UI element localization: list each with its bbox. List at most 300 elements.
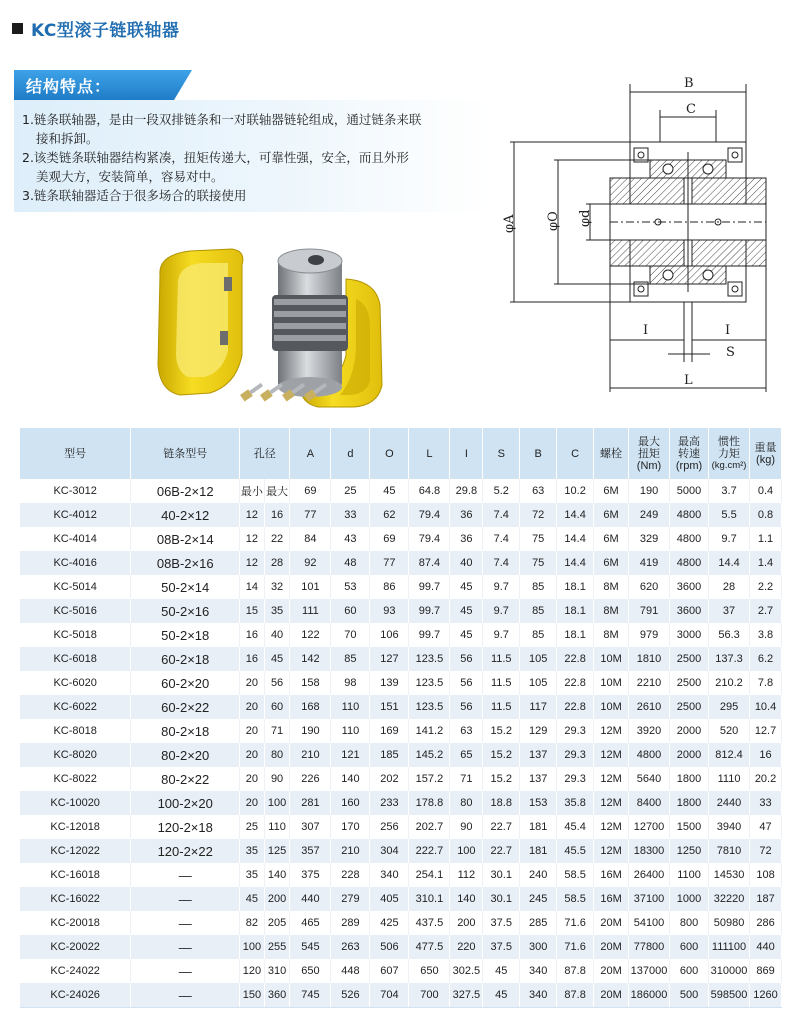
header-inertia-1: 惯性	[718, 435, 741, 448]
table-cell: 506	[370, 935, 409, 959]
table-cell: 310	[264, 959, 290, 983]
table-cell: 22.7	[483, 839, 520, 863]
table-cell: 2000	[670, 743, 709, 767]
table-cell: 45	[450, 575, 483, 599]
table-cell: 200	[450, 911, 483, 935]
header-speed-3: (rpm)	[675, 459, 703, 472]
table-cell: 79.4	[409, 503, 450, 527]
table-cell: 108	[750, 863, 782, 887]
table-cell: 228	[331, 863, 370, 887]
table-cell: 117	[520, 695, 557, 719]
table-cell: 29.3	[557, 743, 594, 767]
table-cell: 340	[520, 983, 557, 1008]
table-cell: 240	[520, 863, 557, 887]
table-cell: 100	[450, 839, 483, 863]
table-cell: 650	[409, 959, 450, 983]
header-L: L	[409, 428, 450, 479]
table-cell: 327.5	[450, 983, 483, 1008]
table-cell: 812.4	[709, 743, 750, 767]
table-cell: 650	[290, 959, 331, 983]
table-cell: 425	[370, 911, 409, 935]
header-speed	[670, 428, 709, 479]
table-cell: 122	[290, 623, 331, 647]
table-cell: 2500	[670, 647, 709, 671]
table-cell: 123.5	[409, 695, 450, 719]
table-cell: 16	[240, 647, 265, 671]
table-cell: 16M	[594, 863, 629, 887]
table-cell: 90	[450, 815, 483, 839]
table-cell: 16M	[594, 887, 629, 911]
table-cell: 121	[331, 743, 370, 767]
dim-label-L: L	[684, 373, 693, 388]
table-cell: 48	[331, 551, 370, 575]
table-cell: 300	[520, 935, 557, 959]
table-cell: 7.4	[483, 503, 520, 527]
table-cell: KC-4012	[20, 503, 131, 527]
table-cell: 8M	[594, 575, 629, 599]
dim-label-C: C	[686, 102, 696, 117]
table-cell: 85	[520, 623, 557, 647]
table-cell: 465	[290, 911, 331, 935]
table-cell: 607	[370, 959, 409, 983]
table-cell: 80	[264, 743, 290, 767]
table-cell: 600	[670, 935, 709, 959]
table-cell: 06B-2×12	[131, 479, 240, 503]
table-cell: 307	[290, 815, 331, 839]
table-cell: 2440	[709, 791, 750, 815]
table-cell: 2.7	[750, 599, 782, 623]
table-cell: 9.7	[483, 575, 520, 599]
table-cell: 37100	[628, 887, 669, 911]
table-cell: 800	[670, 911, 709, 935]
table-cell: 1000	[670, 887, 709, 911]
table-cell: 45	[483, 959, 520, 983]
page-title-row	[12, 16, 179, 40]
table-cell: 419	[628, 551, 669, 575]
header-weight	[750, 428, 782, 479]
table-cell: 178.8	[409, 791, 450, 815]
table-cell: 120	[240, 959, 265, 983]
table-cell: 11.5	[483, 671, 520, 695]
table-cell: 36	[450, 503, 483, 527]
table-cell: 181	[520, 839, 557, 863]
table-cell: 77	[370, 551, 409, 575]
table-cell: 1500	[670, 815, 709, 839]
table-cell: 70	[331, 623, 370, 647]
table-cell: 745	[290, 983, 331, 1008]
table-cell: 127	[370, 647, 409, 671]
table-cell: 1.1	[750, 527, 782, 551]
table-cell: 5.5	[709, 503, 750, 527]
table-row	[20, 791, 782, 815]
table-cell: 28	[264, 551, 290, 575]
table-cell: 12M	[594, 743, 629, 767]
table-cell: 12M	[594, 815, 629, 839]
table-row	[20, 983, 782, 1008]
table-cell: 18.1	[557, 575, 594, 599]
table-cell: 10M	[594, 671, 629, 695]
table-cell: 82	[240, 911, 265, 935]
table-cell: 210	[331, 839, 370, 863]
table-cell: 222.7	[409, 839, 450, 863]
table-cell: 86	[370, 575, 409, 599]
table-cell: 5.2	[483, 479, 520, 503]
table-cell: 4800	[670, 551, 709, 575]
table-cell: 6M	[594, 527, 629, 551]
table-cell: —	[131, 887, 240, 911]
table-cell: 110	[264, 815, 290, 839]
table-cell: 20	[240, 791, 265, 815]
table-cell: 245	[520, 887, 557, 911]
table-cell: 2.2	[750, 575, 782, 599]
header-d: d	[331, 428, 370, 479]
table-cell: 60	[331, 599, 370, 623]
table-cell: 168	[290, 695, 331, 719]
table-cell: 1.4	[750, 551, 782, 575]
table-cell: 186000	[628, 983, 669, 1008]
table-cell: 3600	[670, 599, 709, 623]
table-cell: 56.3	[709, 623, 750, 647]
table-cell: 105	[520, 671, 557, 695]
table-cell: 16	[750, 743, 782, 767]
table-cell: 56	[450, 695, 483, 719]
table-cell: 85	[331, 647, 370, 671]
table-row	[20, 503, 782, 527]
header-bore: 孔径	[240, 428, 290, 479]
dim-label-phiA: φA	[502, 214, 517, 233]
table-cell: 5000	[670, 479, 709, 503]
table-row	[20, 599, 782, 623]
table-cell: 979	[628, 623, 669, 647]
table-cell: 10M	[594, 647, 629, 671]
table-cell: 123.5	[409, 671, 450, 695]
dim-label-phiO: φO	[546, 211, 561, 231]
table-cell: 15.2	[483, 743, 520, 767]
table-cell: 60	[264, 695, 290, 719]
table-cell: 20	[240, 719, 265, 743]
table-row	[20, 911, 782, 935]
table-cell: KC-16022	[20, 887, 131, 911]
table-cell: 437.5	[409, 911, 450, 935]
header-inertia-2: 力矩	[718, 447, 741, 460]
table-cell: 12	[240, 551, 265, 575]
table-cell: 35	[240, 839, 265, 863]
table-cell: 205	[264, 911, 290, 935]
table-cell: 35	[240, 863, 265, 887]
table-row	[20, 935, 782, 959]
table-cell: 1810	[628, 647, 669, 671]
table-cell: 137.3	[709, 647, 750, 671]
table-cell: 289	[331, 911, 370, 935]
table-cell: 14	[240, 575, 265, 599]
table-cell: 5640	[628, 767, 669, 791]
table-cell: 72	[750, 839, 782, 863]
table-cell: 329	[628, 527, 669, 551]
table-cell: 最大	[264, 479, 290, 503]
table-header-row	[20, 428, 782, 479]
table-cell: 110	[331, 719, 370, 743]
table-cell: KC-20018	[20, 911, 131, 935]
table-cell: KC-6018	[20, 647, 131, 671]
table-cell: 190	[290, 719, 331, 743]
header-torque-3: (Nm)	[636, 459, 662, 472]
table-cell: 60-2×18	[131, 647, 240, 671]
table-cell: 202.7	[409, 815, 450, 839]
table-cell: 405	[370, 887, 409, 911]
table-cell: 360	[264, 983, 290, 1008]
feature-item-2-cont: 美观大方，安装简单，容易对中。	[36, 169, 224, 184]
header-C: C	[557, 428, 594, 479]
table-cell: 142	[290, 647, 331, 671]
table-cell: 63	[450, 719, 483, 743]
table-cell: 220	[450, 935, 483, 959]
table-cell: 20	[240, 695, 265, 719]
table-cell: 65	[450, 743, 483, 767]
table-cell: 87.4	[409, 551, 450, 575]
table-cell: 2210	[628, 671, 669, 695]
table-row	[20, 575, 782, 599]
table-cell: 254.1	[409, 863, 450, 887]
table-cell: 37	[709, 599, 750, 623]
table-cell: 137	[520, 743, 557, 767]
table-cell: 100-2×20	[131, 791, 240, 815]
table-cell: 440	[750, 935, 782, 959]
dim-label-S: S	[726, 345, 735, 360]
table-cell: KC-16018	[20, 863, 131, 887]
table-cell: 256	[370, 815, 409, 839]
table-cell: 3940	[709, 815, 750, 839]
table-cell: 58.5	[557, 863, 594, 887]
table-cell: 6M	[594, 551, 629, 575]
table-cell: 340	[370, 863, 409, 887]
table-cell: 153	[520, 791, 557, 815]
table-cell: 20.2	[750, 767, 782, 791]
header-weight-2: (kg)	[756, 453, 775, 466]
table-cell: 286	[750, 911, 782, 935]
table-cell: 12700	[628, 815, 669, 839]
technical-drawing	[500, 72, 794, 402]
table-cell: 11.5	[483, 647, 520, 671]
table-cell: 295	[709, 695, 750, 719]
table-cell: 2500	[670, 695, 709, 719]
table-cell: 233	[370, 791, 409, 815]
table-cell: 16	[264, 503, 290, 527]
table-cell: 500	[670, 983, 709, 1008]
spec-table	[20, 428, 782, 1008]
table-cell: 105	[520, 647, 557, 671]
table-cell: 310000	[709, 959, 750, 983]
table-cell: 12M	[594, 791, 629, 815]
table-cell: 520	[709, 719, 750, 743]
table-cell: 22	[264, 527, 290, 551]
table-cell: 140	[450, 887, 483, 911]
table-cell: 45	[450, 599, 483, 623]
table-cell: 最小	[240, 479, 265, 503]
table-cell: 440	[290, 887, 331, 911]
header-I: I	[450, 428, 483, 479]
table-cell: 35	[264, 599, 290, 623]
table-cell: 12	[240, 503, 265, 527]
table-cell: 100	[264, 791, 290, 815]
table-cell: 45.5	[557, 839, 594, 863]
table-cell: KC-4016	[20, 551, 131, 575]
header-torque-2: 扭矩	[638, 447, 660, 460]
table-cell: 8M	[594, 599, 629, 623]
table-cell: 9.7	[483, 599, 520, 623]
table-cell: 1800	[670, 767, 709, 791]
table-cell: 3000	[670, 623, 709, 647]
dim-label-I-left: I	[643, 323, 649, 338]
table-cell: 29.8	[450, 479, 483, 503]
table-cell: 1250	[670, 839, 709, 863]
table-cell: KC-8022	[20, 767, 131, 791]
table-cell: 85	[520, 599, 557, 623]
table-body	[20, 479, 782, 1008]
table-cell: 6.2	[750, 647, 782, 671]
table-cell: 7.8	[750, 671, 782, 695]
table-cell: 77	[290, 503, 331, 527]
header-model: 型号	[20, 428, 131, 479]
table-cell: 226	[290, 767, 331, 791]
header-B: B	[520, 428, 557, 479]
table-row	[20, 815, 782, 839]
table-cell: 357	[290, 839, 331, 863]
table-cell: 10M	[594, 695, 629, 719]
table-cell: 1110	[709, 767, 750, 791]
header-speed-1: 最高	[678, 435, 701, 448]
table-cell: 200	[264, 887, 290, 911]
table-cell: 22.7	[483, 815, 520, 839]
table-cell: 448	[331, 959, 370, 983]
header-inertia-3: (kg.cm²)	[711, 459, 747, 471]
table-cell: 87.8	[557, 983, 594, 1008]
table-cell: 20M	[594, 959, 629, 983]
header-torque	[628, 428, 669, 479]
table-cell: 54100	[628, 911, 669, 935]
table-cell: 145.2	[409, 743, 450, 767]
table-cell: 90	[264, 767, 290, 791]
table-cell: 4800	[670, 527, 709, 551]
table-cell: 69	[370, 527, 409, 551]
table-cell: 25	[240, 815, 265, 839]
table-cell: 150	[240, 983, 265, 1008]
table-cell: 340	[520, 959, 557, 983]
table-cell: 263	[331, 935, 370, 959]
table-cell: 64.8	[409, 479, 450, 503]
table-cell: 12M	[594, 839, 629, 863]
table-cell: 10.2	[557, 479, 594, 503]
table-row	[20, 839, 782, 863]
table-cell: 120-2×18	[131, 815, 240, 839]
table-cell: 140	[331, 767, 370, 791]
table-cell: 8M	[594, 623, 629, 647]
table-row	[20, 623, 782, 647]
table-cell: 14.4	[557, 503, 594, 527]
table-cell: 08B-2×14	[131, 527, 240, 551]
table-cell: 20M	[594, 983, 629, 1008]
table-cell: 45	[483, 983, 520, 1008]
table-cell: 58.5	[557, 887, 594, 911]
table-cell: 110	[331, 695, 370, 719]
table-cell: 75	[520, 551, 557, 575]
table-cell: 11.5	[483, 695, 520, 719]
header-weight-1: 重量	[754, 441, 777, 454]
table-cell: 25	[331, 479, 370, 503]
table-cell: 08B-2×16	[131, 551, 240, 575]
table-cell: KC-12018	[20, 815, 131, 839]
table-cell: 22.8	[557, 647, 594, 671]
table-cell: 18.1	[557, 599, 594, 623]
table-cell: 3.8	[750, 623, 782, 647]
table-cell: 111	[290, 599, 331, 623]
table-cell: 310.1	[409, 887, 450, 911]
table-cell: 137000	[628, 959, 669, 983]
table-cell: 80-2×22	[131, 767, 240, 791]
table-cell: 12M	[594, 767, 629, 791]
table-cell: KC-8020	[20, 743, 131, 767]
table-cell: 40-2×12	[131, 503, 240, 527]
table-cell: 12M	[594, 719, 629, 743]
table-cell: 375	[290, 863, 331, 887]
table-cell: 15.2	[483, 719, 520, 743]
table-cell: 35.8	[557, 791, 594, 815]
table-row	[20, 647, 782, 671]
table-cell: 69	[290, 479, 331, 503]
table-cell: 111100	[709, 935, 750, 959]
table-cell: 22.8	[557, 695, 594, 719]
table-cell: 3600	[670, 575, 709, 599]
table-cell: 99.7	[409, 575, 450, 599]
table-cell: 33	[750, 791, 782, 815]
table-cell: 158	[290, 671, 331, 695]
table-cell: 4800	[670, 503, 709, 527]
table-cell: 112	[450, 863, 483, 887]
table-cell: 2500	[670, 671, 709, 695]
table-cell: 71	[450, 767, 483, 791]
table-cell: —	[131, 983, 240, 1008]
table-cell: —	[131, 935, 240, 959]
dim-label-I-right: I	[725, 323, 731, 338]
table-cell: 791	[628, 599, 669, 623]
table-cell: 40	[264, 623, 290, 647]
table-cell: 37.5	[483, 935, 520, 959]
table-cell: 1800	[670, 791, 709, 815]
header-O: O	[370, 428, 409, 479]
table-cell: 7.4	[483, 527, 520, 551]
table-cell: 20	[240, 671, 265, 695]
dim-label-phid: φd	[578, 209, 593, 227]
table-cell: —	[131, 959, 240, 983]
table-cell: 160	[331, 791, 370, 815]
table-cell: 620	[628, 575, 669, 599]
table-cell: 14.4	[557, 527, 594, 551]
table-cell: 75	[520, 527, 557, 551]
table-cell: 60-2×20	[131, 671, 240, 695]
table-cell: 37.5	[483, 911, 520, 935]
table-cell: 249	[628, 503, 669, 527]
table-cell: 18300	[628, 839, 669, 863]
table-cell: 15.2	[483, 767, 520, 791]
table-cell: 40	[450, 551, 483, 575]
table-cell: 32220	[709, 887, 750, 911]
table-cell: 26400	[628, 863, 669, 887]
table-row	[20, 479, 782, 503]
table-cell: 6M	[594, 503, 629, 527]
table-cell: 53	[331, 575, 370, 599]
table-cell: 12	[240, 527, 265, 551]
table-cell: 12.7	[750, 719, 782, 743]
title-square-icon	[12, 23, 23, 34]
